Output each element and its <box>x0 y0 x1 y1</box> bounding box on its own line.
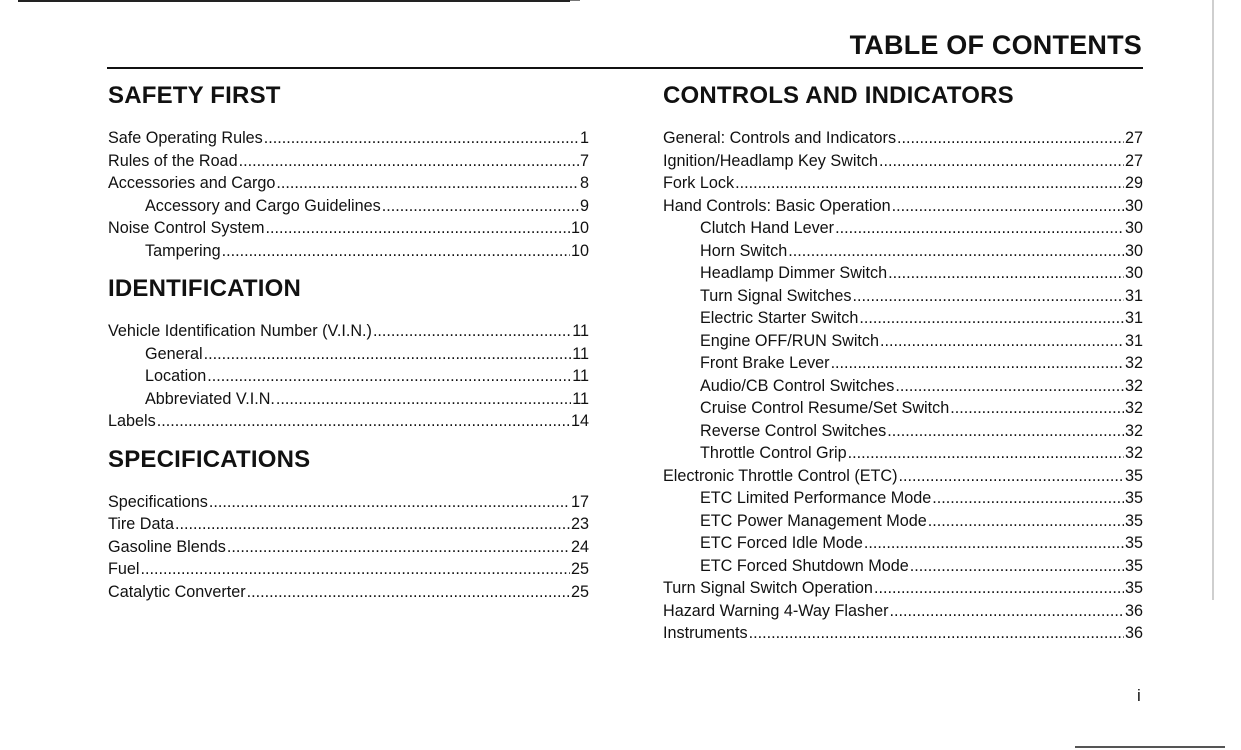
toc-subentry[interactable] <box>663 555 1143 578</box>
toc-entry-label: Vehicle Identification Number (V.I.N.) <box>108 322 372 340</box>
toc-entry[interactable] <box>108 127 589 150</box>
toc-entry-label: Engine OFF/RUN Switch <box>700 331 880 350</box>
dot-leader <box>897 127 1124 150</box>
dot-leader <box>892 195 1124 218</box>
dot-leader <box>204 343 572 366</box>
dot-leader <box>207 365 571 388</box>
dot-leader <box>928 510 1124 533</box>
toc-entry-label: Front Brake Lever <box>700 354 830 372</box>
toc-subentry[interactable] <box>663 217 1143 240</box>
toc-entry[interactable] <box>663 622 1143 645</box>
toc-section-safety-first <box>108 78 589 262</box>
dot-leader <box>880 330 1124 353</box>
toc-entry-page: 32 <box>1124 421 1143 440</box>
toc-entry-page: 1 <box>579 129 589 147</box>
toc-entry-label: Safe Operating Rules <box>108 129 263 147</box>
dot-leader <box>874 577 1124 600</box>
toc-entry-label: Abbreviated V.I.N. <box>145 389 275 408</box>
toc-entry-label: General <box>145 344 203 363</box>
toc-entry-label: Throttle Control Grip <box>700 444 847 462</box>
toc-entry-label: Reverse Control Switches <box>700 421 887 440</box>
toc-entry-label: Headlamp Dimmer Switch <box>700 264 888 282</box>
toc-entry[interactable] <box>108 172 589 195</box>
toc-entry-page: 31 <box>1124 286 1143 305</box>
toc-subentry[interactable] <box>663 330 1143 353</box>
toc-entry-page: 7 <box>579 151 589 170</box>
toc-entry-page: 23 <box>570 515 589 533</box>
toc-entry[interactable] <box>108 150 589 173</box>
dot-leader <box>749 622 1124 645</box>
dot-leader <box>932 487 1124 510</box>
toc-entry-page: 10 <box>570 241 589 260</box>
toc-entry-page: 35 <box>1124 511 1143 530</box>
dot-leader <box>899 465 1124 488</box>
toc-section-controls-and-indicators <box>663 78 1143 645</box>
dot-leader <box>890 600 1124 623</box>
dot-leader <box>264 127 579 150</box>
toc-entry-label: Noise Control System <box>108 219 265 237</box>
toc-subentry[interactable] <box>108 365 589 388</box>
toc-entry-label: Tampering <box>145 241 221 260</box>
toc-entry-label: ETC Power Management Mode <box>700 511 927 530</box>
toc-entry-page: 35 <box>1124 556 1143 575</box>
toc-subentry[interactable] <box>663 307 1143 330</box>
toc-entry[interactable] <box>108 513 589 536</box>
toc-entry-label: Horn Switch <box>700 241 788 260</box>
toc-entry-page: 8 <box>579 174 589 192</box>
toc-entry-page: 32 <box>1124 399 1143 417</box>
toc-entry-page: 30 <box>1124 196 1143 215</box>
dot-leader <box>373 320 571 343</box>
toc-entry-label: Accessories and Cargo <box>108 174 276 192</box>
toc-entry-page: 36 <box>1124 624 1143 642</box>
toc-entry-label: Catalytic Converter <box>108 582 246 601</box>
toc-entry-page: 9 <box>579 196 589 215</box>
dot-leader <box>222 240 570 263</box>
dot-leader <box>910 555 1124 578</box>
toc-entry-label: ETC Limited Performance Mode <box>700 489 932 507</box>
toc-entry-label: Accessory and Cargo Guidelines <box>145 196 381 215</box>
toc-entry-page: 25 <box>570 560 589 578</box>
toc-subentry[interactable] <box>663 262 1143 285</box>
toc-entry-label: ETC Forced Shutdown Mode <box>700 556 909 575</box>
section-heading: IDENTIFICATION <box>108 275 302 302</box>
dot-leader <box>227 536 570 559</box>
toc-entry[interactable] <box>663 172 1143 195</box>
dot-leader <box>247 581 570 604</box>
toc-subentry[interactable] <box>108 388 589 411</box>
toc-entry-page: 27 <box>1124 151 1143 170</box>
toc-entry-page: 30 <box>1124 241 1143 260</box>
dot-leader <box>157 410 570 433</box>
toc-entry-list <box>108 320 589 433</box>
toc-entry[interactable] <box>108 217 589 240</box>
toc-entry-list <box>108 491 589 604</box>
toc-entry-label: Cruise Control Resume/Set Switch <box>700 399 950 417</box>
toc-entry[interactable] <box>663 465 1143 488</box>
page-number: i <box>1137 686 1141 705</box>
toc-subentry[interactable] <box>663 420 1143 443</box>
dot-leader <box>887 420 1124 443</box>
toc-subentry[interactable] <box>108 240 589 263</box>
dot-leader <box>175 513 570 536</box>
toc-entry-label: Labels <box>108 412 156 430</box>
toc-section-identification <box>108 271 589 433</box>
scan-edge-line <box>18 0 570 2</box>
dot-leader <box>239 150 579 173</box>
toc-entry-label: Electronic Throttle Control (ETC) <box>663 466 898 485</box>
toc-entry-label: Gasoline Blends <box>108 537 226 556</box>
toc-entry-label: Instruments <box>663 624 748 642</box>
toc-entry-list <box>663 127 1143 645</box>
toc-entry-page: 35 <box>1124 534 1143 552</box>
toc-subentry[interactable] <box>663 352 1143 375</box>
toc-entry-page: 30 <box>1124 219 1143 237</box>
toc-entry-label: General: Controls and Indicators <box>663 129 897 147</box>
toc-entry[interactable] <box>663 195 1143 218</box>
dot-leader <box>276 388 571 411</box>
dot-leader <box>209 491 570 514</box>
toc-subentry[interactable] <box>663 510 1143 533</box>
toc-entry[interactable] <box>663 577 1143 600</box>
toc-entry-page: 17 <box>570 492 589 511</box>
dot-leader <box>848 442 1124 465</box>
dot-leader <box>835 217 1124 240</box>
toc-entry-page: 32 <box>1124 354 1143 372</box>
title-underline <box>107 67 1143 69</box>
toc-entry-page: 27 <box>1124 129 1143 147</box>
toc-entry-list <box>108 127 589 262</box>
toc-entry[interactable] <box>108 558 589 581</box>
scan-edge-line-faint <box>570 0 580 1</box>
dot-leader <box>831 352 1124 375</box>
dot-leader <box>859 307 1124 330</box>
toc-entry-page: 31 <box>1124 331 1143 350</box>
dot-leader <box>852 285 1124 308</box>
toc-entry-page: 30 <box>1124 264 1143 282</box>
dot-leader <box>382 195 579 218</box>
toc-subentry[interactable] <box>663 532 1143 555</box>
toc-subentry[interactable] <box>663 375 1143 398</box>
dot-leader <box>141 558 570 581</box>
toc-subentry[interactable] <box>663 397 1143 420</box>
toc-entry-page: 35 <box>1124 579 1143 597</box>
toc-subentry[interactable] <box>663 285 1143 308</box>
right-column <box>663 78 1143 645</box>
toc-entry-page: 29 <box>1124 174 1143 192</box>
dot-leader <box>888 262 1124 285</box>
toc-entry-page: 14 <box>570 412 589 430</box>
toc-entry[interactable] <box>663 127 1143 150</box>
toc-entry-label: Hazard Warning 4-Way Flasher <box>663 601 889 620</box>
toc-entry[interactable] <box>108 536 589 559</box>
scan-bottom-edge <box>1075 746 1225 748</box>
toc-entry-page: 11 <box>572 344 589 363</box>
toc-entry-page: 25 <box>570 582 589 601</box>
toc-entry-label: Audio/CB Control Switches <box>700 376 895 395</box>
toc-entry-label: Specifications <box>108 492 208 511</box>
toc-entry-page: 31 <box>1124 309 1143 327</box>
toc-entry-page: 24 <box>570 537 589 556</box>
toc-entry[interactable] <box>108 410 589 433</box>
toc-entry[interactable] <box>108 320 589 343</box>
toc-entry-page: 35 <box>1124 466 1143 485</box>
toc-entry-page: 11 <box>572 367 589 385</box>
section-heading: SPECIFICATIONS <box>108 445 311 473</box>
toc-entry-label: ETC Forced Idle Mode <box>700 534 863 552</box>
toc-entry-label: Clutch Hand Lever <box>700 219 835 237</box>
section-heading: CONTROLS AND INDICATORS <box>663 82 1014 109</box>
dot-leader <box>895 375 1124 398</box>
toc-subentry[interactable] <box>108 343 589 366</box>
toc-entry-page: 35 <box>1124 489 1143 507</box>
toc-entry-label: Hand Controls: Basic Operation <box>663 196 891 215</box>
page-title: TABLE OF CONTENTS <box>849 30 1142 60</box>
dot-leader <box>879 150 1124 173</box>
toc-section-specifications <box>108 442 589 604</box>
dot-leader <box>950 397 1124 420</box>
left-column <box>108 78 589 603</box>
toc-entry-page: 32 <box>1124 376 1143 395</box>
toc-entry-page: 32 <box>1124 444 1143 462</box>
toc-entry[interactable] <box>663 150 1143 173</box>
dot-leader <box>864 532 1124 555</box>
toc-entry-label: Turn Signal Switches <box>700 286 852 305</box>
section-heading: SAFETY FIRST <box>108 82 281 109</box>
toc-entry-page: 10 <box>570 219 589 237</box>
scan-right-edge <box>1212 0 1214 600</box>
dot-leader <box>735 172 1124 195</box>
toc-entry[interactable] <box>108 581 589 604</box>
toc-subentry[interactable] <box>663 240 1143 263</box>
toc-subentry[interactable] <box>663 487 1143 510</box>
toc-entry[interactable] <box>663 600 1143 623</box>
dot-leader <box>266 217 570 240</box>
toc-entry-label: Electric Starter Switch <box>700 309 859 327</box>
dot-leader <box>788 240 1124 263</box>
toc-entry-label: Ignition/Headlamp Key Switch <box>663 151 879 170</box>
toc-entry-label: Fuel <box>108 560 140 578</box>
toc-subentry[interactable] <box>663 442 1143 465</box>
toc-entry-page: 36 <box>1124 601 1143 620</box>
toc-subentry[interactable] <box>108 195 589 218</box>
dot-leader <box>276 172 579 195</box>
toc-entry-label: Turn Signal Switch Operation <box>663 579 873 597</box>
toc-entry-label: Location <box>145 367 207 385</box>
toc-entry-label: Rules of the Road <box>108 151 238 170</box>
toc-entry-label: Fork Lock <box>663 174 735 192</box>
toc-entry-label: Tire Data <box>108 515 174 533</box>
toc-entry-page: 11 <box>572 322 589 340</box>
toc-entry[interactable] <box>108 491 589 514</box>
toc-entry-page: 11 <box>572 389 589 408</box>
